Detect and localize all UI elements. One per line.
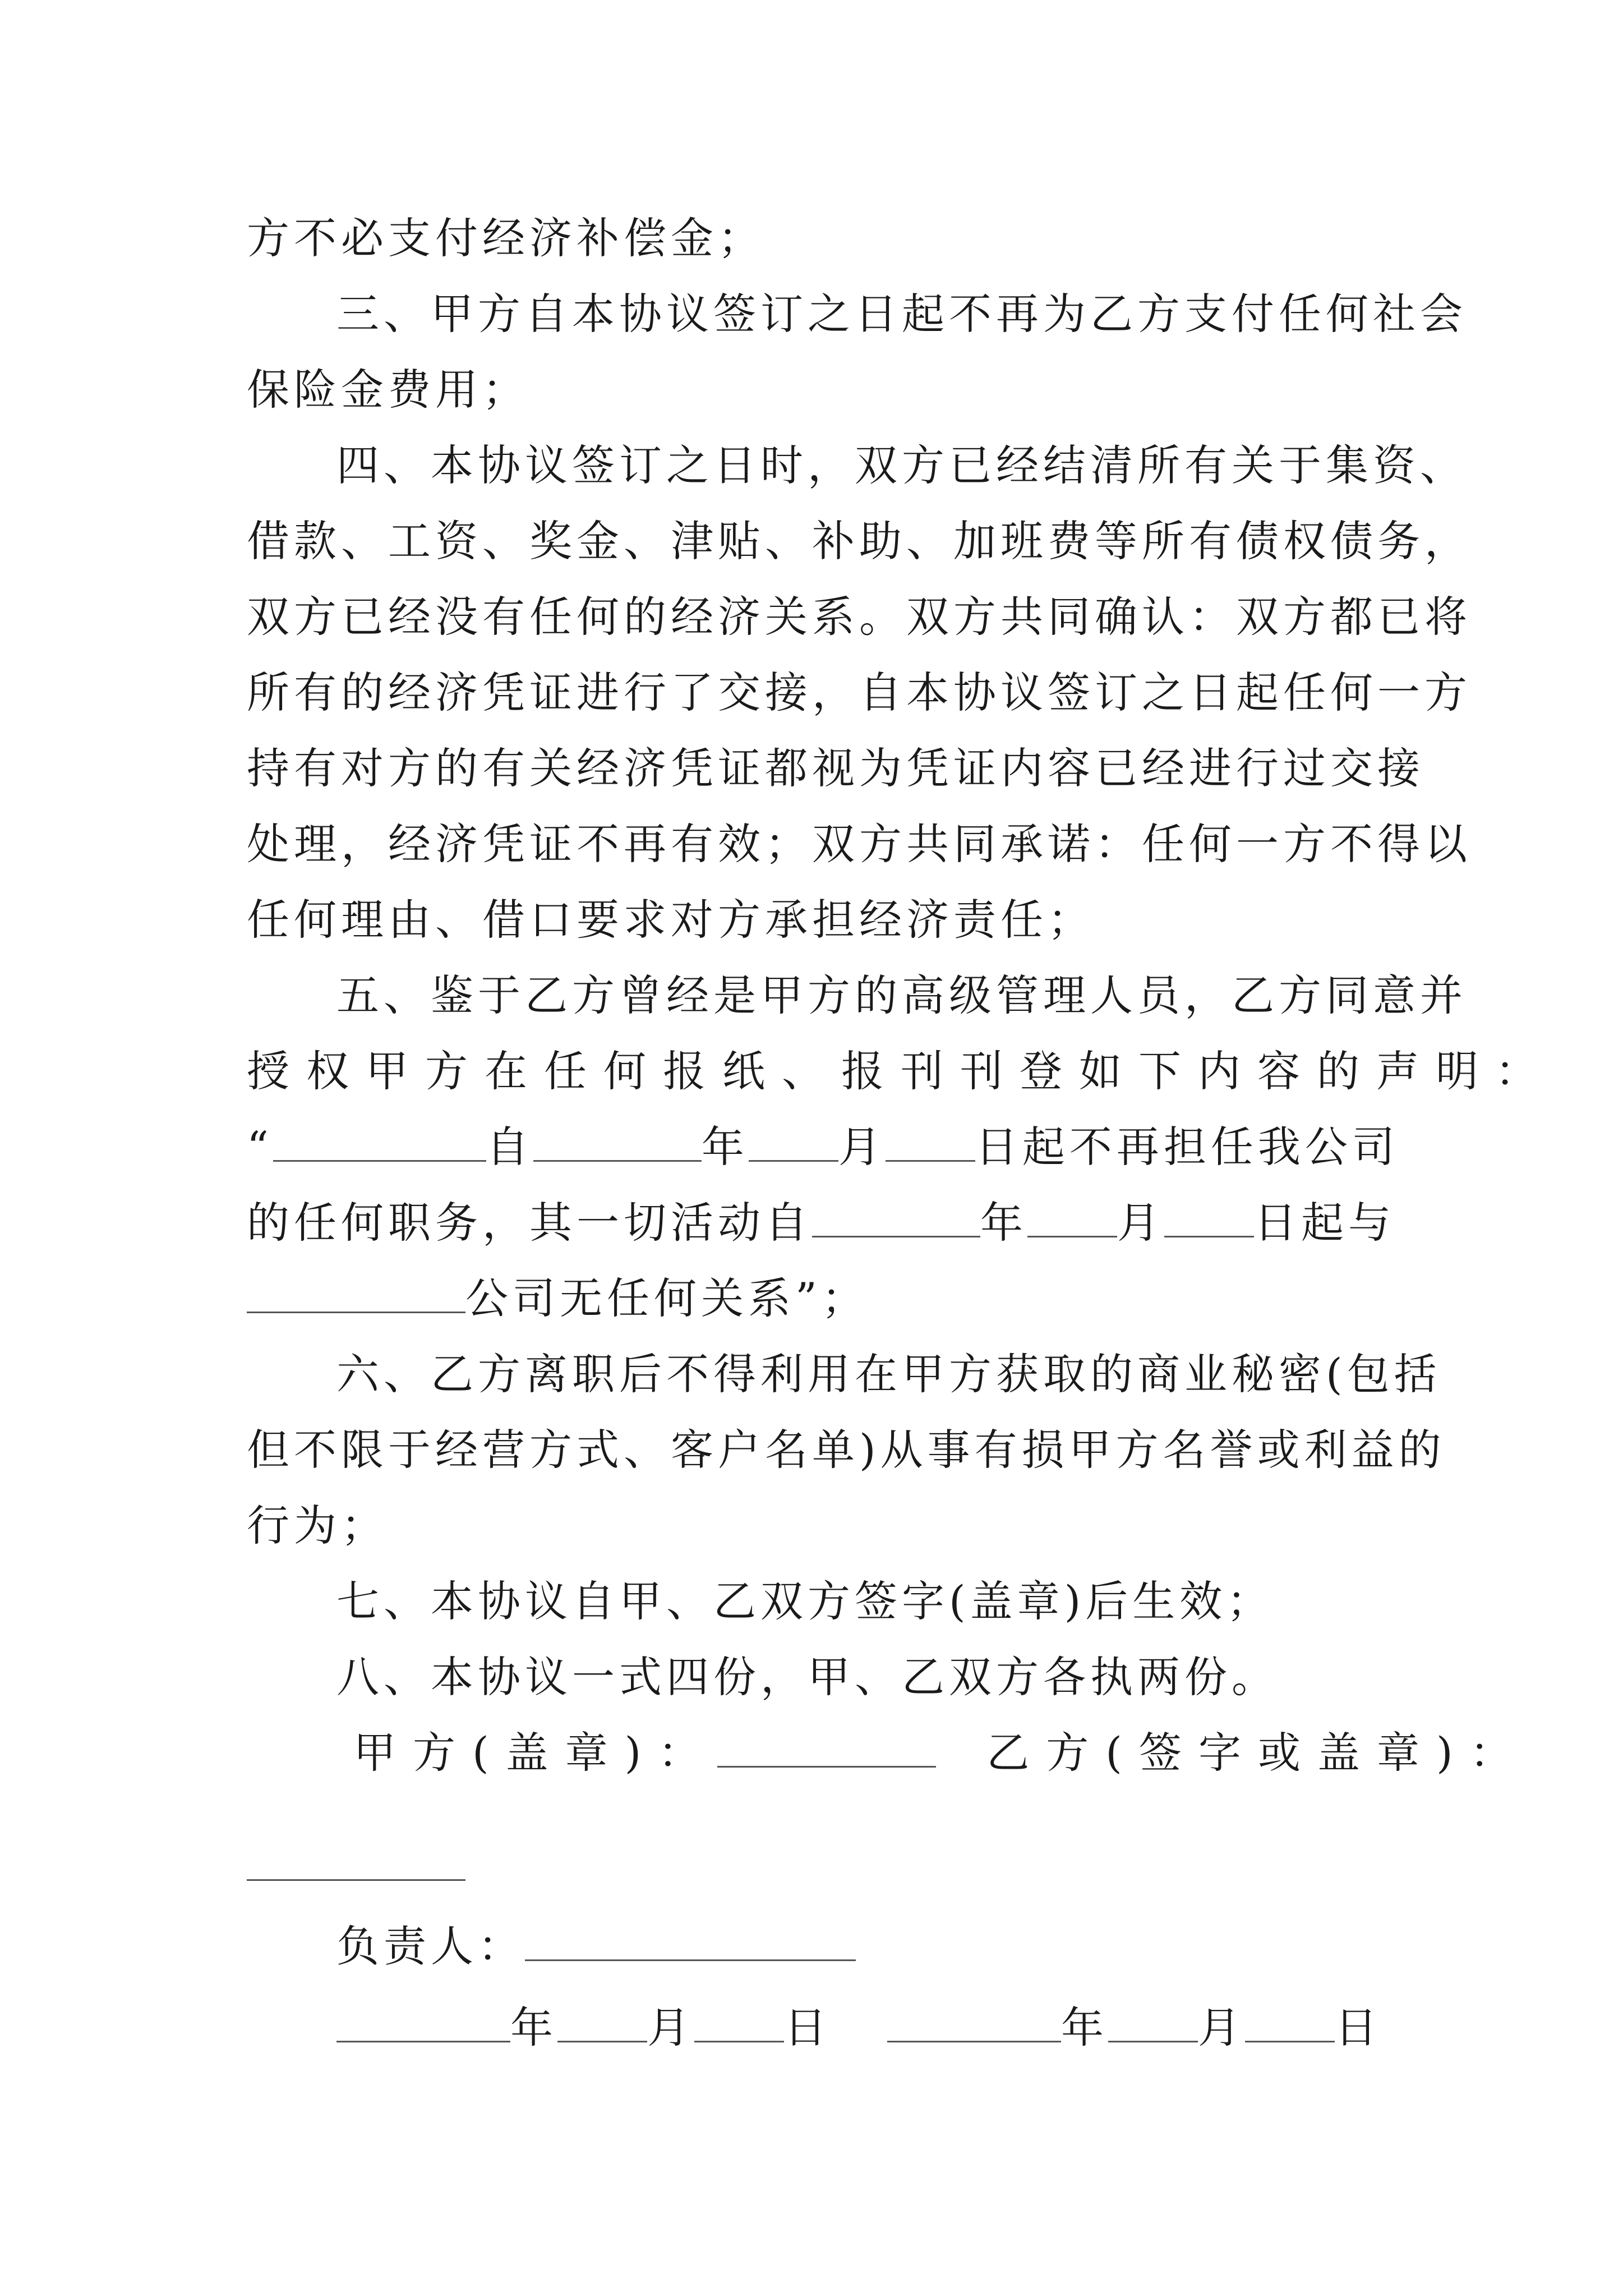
text-line: 保险金费用； [247, 365, 529, 415]
party-a-label: 甲方(盖章)： [353, 1728, 718, 1778]
responsible-line [336, 1907, 1469, 1986]
month-label: 月 [647, 2003, 694, 2053]
text-line: 授权甲方在任何报纸、报刊刊登如下内容的声明： [247, 1046, 1555, 1096]
company-blank [247, 1276, 465, 1313]
signature-line [353, 1714, 1529, 1792]
text-line: 方不必支付经济补偿金； [247, 213, 765, 263]
clause-7-line: 七、本协议自甲、乙双方签字(盖章)后生效； [336, 1576, 1274, 1626]
year-label: 年 [1061, 2003, 1108, 2053]
day-label: 日 [784, 2003, 831, 2053]
name-blank [273, 1124, 486, 1162]
day-blank-b [1245, 2005, 1335, 2042]
clause-3-line: 三、甲方自本协议签订之日起不再为乙方支付任何社会 [336, 289, 1467, 339]
day-label: 日 [1335, 2003, 1382, 2053]
year-blank-b [887, 2005, 1061, 2042]
month-label: 月 [838, 1122, 886, 1172]
month-label: 月 [1117, 1198, 1164, 1248]
clause-5-line: 五、鉴于乙方曾经是甲方的高级管理人员，乙方同意并 [336, 970, 1467, 1020]
text-line: 但不限于经营方式、客户名单)从事有损甲方名誉或利益的 [247, 1425, 1446, 1475]
zi-text: 自 [486, 1122, 533, 1172]
year-blank [533, 1124, 702, 1162]
day-blank [886, 1124, 975, 1162]
year-label: 年 [701, 1122, 749, 1172]
year-label: 年 [510, 2003, 557, 2053]
party-a-blank [717, 1730, 936, 1768]
text-line: 双方已经没有任何的经济关系。双方共同确认：双方都已将 [247, 592, 1472, 642]
month-blank-a [557, 2005, 647, 2042]
responsible-blank [525, 1924, 856, 1961]
notice-line-3 [247, 1259, 1380, 1338]
month-blank [1027, 1200, 1117, 1237]
year-blank-a [336, 2005, 510, 2042]
notice-text: 的任何职务，其一切活动自 [247, 1198, 812, 1248]
month-label: 月 [1198, 2003, 1245, 2053]
year-label: 年 [980, 1198, 1027, 1248]
clause-6-line: 六、乙方离职后不得利用在甲方获取的商业秘密(包括 [336, 1349, 1441, 1399]
month-blank [749, 1124, 838, 1162]
clause-8-line: 八、本协议一式四份，甲、乙双方各执两份。 [336, 1652, 1279, 1702]
party-b-blank [247, 1879, 465, 1881]
notice-tail: 日起不再担任我公司 [975, 1122, 1399, 1172]
month-blank-b [1108, 2005, 1198, 2042]
text-line: 处理，经济凭证不再有效；双方共同承诺：任何一方不得以 [247, 819, 1472, 869]
open-quote: “ [247, 1122, 273, 1172]
notice-text: 公司无任何关系”； [465, 1273, 869, 1323]
text-line: 行为； [247, 1501, 388, 1550]
notice-line-2 [247, 1184, 1395, 1262]
text-line: 持有对方的有关经济凭证都视为凭证内容已经进行过交接 [247, 743, 1424, 793]
notice-line-1 [247, 1108, 1399, 1186]
clause-4-line: 四、本协议签订之日时，双方已经结清所有关于集资、 [336, 440, 1467, 490]
day-blank-a [694, 2005, 784, 2042]
year-blank [812, 1200, 980, 1237]
responsible-label: 负责人： [336, 1921, 525, 1971]
party-b-label: 乙方(签字或盖章)： [986, 1728, 1529, 1778]
text-line: 借款、工资、奖金、津贴、补助、加班费等所有债权债务， [247, 516, 1472, 566]
date-line [336, 1989, 1380, 2067]
day-blank [1164, 1200, 1254, 1237]
text-line: 任何理由、借口要求对方承担经济责任； [247, 895, 1095, 945]
text-line: 所有的经济凭证进行了交接，自本协议签订之日起任何一方 [247, 668, 1472, 717]
notice-text: 日起与 [1254, 1198, 1395, 1248]
